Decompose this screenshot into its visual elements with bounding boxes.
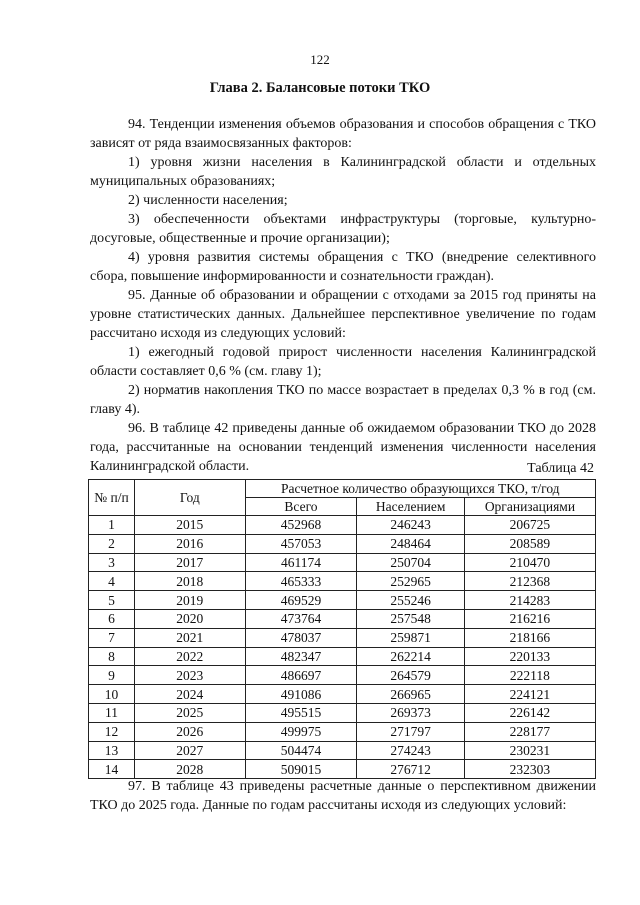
cell-population: 257548 [357,609,464,628]
cell-population: 262214 [357,647,464,666]
cell-total: 452968 [245,516,357,535]
cell-num: 7 [89,628,135,647]
cell-year: 2028 [135,760,246,779]
cell-year: 2027 [135,741,246,760]
table-row [89,591,596,610]
cell-population: 255246 [357,591,464,610]
cell-organizations: 228177 [464,722,595,741]
cell-year: 2026 [135,722,246,741]
cell-total: 482347 [245,647,357,666]
cell-population: 269373 [357,703,464,722]
header-total: Всего [245,498,357,516]
cell-population: 259871 [357,628,464,647]
paragraph-94-item-4: 4) уровня развития системы обращения с ТКО (внедрение селективного сбора, повышение информированности и сознательности граждан). [90,250,596,284]
cell-year: 2024 [135,685,246,704]
paragraph-95-item-2: 2) норматив накопления ТКО по массе возрастает в пределах 0,3 % в год (см. главу 4). [90,383,596,417]
paragraph-96: 96. В таблице 42 приведены данные об ожидаемом образовании ТКО до 2028 года, рассчитанные на основании тенденций изменения численности населения Калининградской области. [90,421,596,474]
cell-num: 5 [89,591,135,610]
cell-year: 2017 [135,553,246,572]
cell-total: 473764 [245,609,357,628]
table-row [89,572,596,591]
cell-total: 465333 [245,572,357,591]
cell-year: 2023 [135,666,246,685]
paragraph-94-item-1: 1) уровня жизни населения в Калининградской области и отдельных муниципальных образованиях; [90,155,596,189]
cell-num: 9 [89,666,135,685]
table-row [89,628,596,647]
cell-population: 276712 [357,760,464,779]
cell-year: 2020 [135,609,246,628]
cell-organizations: 216216 [464,609,595,628]
paragraph-97: 97. В таблице 43 приведены расчетные данные о перспективном движении ТКО до 2025 года. Данные по годам рассчитаны исходя из следующих условий: [90,779,596,813]
table-row [89,722,596,741]
cell-total: 491086 [245,685,357,704]
cell-organizations: 224121 [464,685,595,704]
chapter-title: Глава 2. Балансовые потоки ТКО [209,80,431,96]
table-row [89,516,596,535]
paragraph-95-item-1: 1) ежегодный годовой прирост численности населения Калининградской области составляет 0,6 % (см. главу 1); [90,345,596,379]
cell-organizations: 226142 [464,703,595,722]
cell-year: 2025 [135,703,246,722]
cell-total: 509015 [245,760,357,779]
cell-total: 486697 [245,666,357,685]
cell-total: 478037 [245,628,357,647]
table-row [89,609,596,628]
cell-year: 2021 [135,628,246,647]
paragraph-95: 95. Данные об образовании и обращении с отходами за 2015 год приняты на уровне статистических данных. Дальнейшее перспективное увеличение по годам рассчитано исходя из следующих условий: [90,288,596,341]
table-row [89,534,596,553]
cell-population: 274243 [357,741,464,760]
cell-organizations: 208589 [464,534,595,553]
header-year: Год [135,480,246,516]
paragraph-94: 94. Тенденции изменения объемов образования и способов обращения с ТКО зависят от ряда взаимосвязанных факторов: [90,117,596,151]
header-group: Расчетное количество образующихся ТКО, т/год [245,480,595,498]
table-row [89,553,596,572]
cell-organizations: 232303 [464,760,595,779]
table-body [89,516,596,779]
cell-year: 2019 [135,591,246,610]
cell-num: 10 [89,685,135,704]
table-row [89,647,596,666]
cell-num: 13 [89,741,135,760]
cell-num: 1 [89,516,135,535]
data-table [88,479,596,779]
table-header [89,480,596,516]
cell-total: 469529 [245,591,357,610]
page-number: 122 [310,52,330,67]
cell-num: 4 [89,572,135,591]
paragraph-94-item-2: 2) численности населения; [128,193,288,208]
cell-num: 14 [89,760,135,779]
cell-organizations: 220133 [464,647,595,666]
cell-total: 457053 [245,534,357,553]
cell-population: 252965 [357,572,464,591]
cell-num: 3 [89,553,135,572]
body-text [90,115,596,476]
cell-population: 246243 [357,516,464,535]
cell-organizations: 212368 [464,572,595,591]
header-num: № п/п [89,480,135,516]
header-population: Населением [357,498,464,516]
table-row [89,685,596,704]
cell-num: 2 [89,534,135,553]
cell-population: 250704 [357,553,464,572]
cell-organizations: 214283 [464,591,595,610]
table-row [89,666,596,685]
cell-population: 271797 [357,722,464,741]
cell-population: 248464 [357,534,464,553]
cell-total: 499975 [245,722,357,741]
cell-organizations: 230231 [464,741,595,760]
table-row [89,760,596,779]
table-row [89,703,596,722]
cell-year: 2015 [135,516,246,535]
cell-population: 264579 [357,666,464,685]
cell-total: 495515 [245,703,357,722]
cell-num: 11 [89,703,135,722]
table-caption: Таблица 42 [527,461,594,476]
cell-population: 266965 [357,685,464,704]
table-row [89,741,596,760]
cell-year: 2022 [135,647,246,666]
cell-organizations: 210470 [464,553,595,572]
cell-total: 461174 [245,553,357,572]
cell-year: 2018 [135,572,246,591]
header-organizations: Организациями [464,498,595,516]
cell-num: 8 [89,647,135,666]
after-table-text [90,777,596,815]
cell-year: 2016 [135,534,246,553]
cell-num: 6 [89,609,135,628]
cell-organizations: 222118 [464,666,595,685]
cell-organizations: 218166 [464,628,595,647]
cell-total: 504474 [245,741,357,760]
paragraph-94-item-3: 3) обеспеченности объектами инфраструктуры (торговые, культурно-досуговые, общественные и прочие организации); [90,212,596,246]
cell-num: 12 [89,722,135,741]
cell-organizations: 206725 [464,516,595,535]
